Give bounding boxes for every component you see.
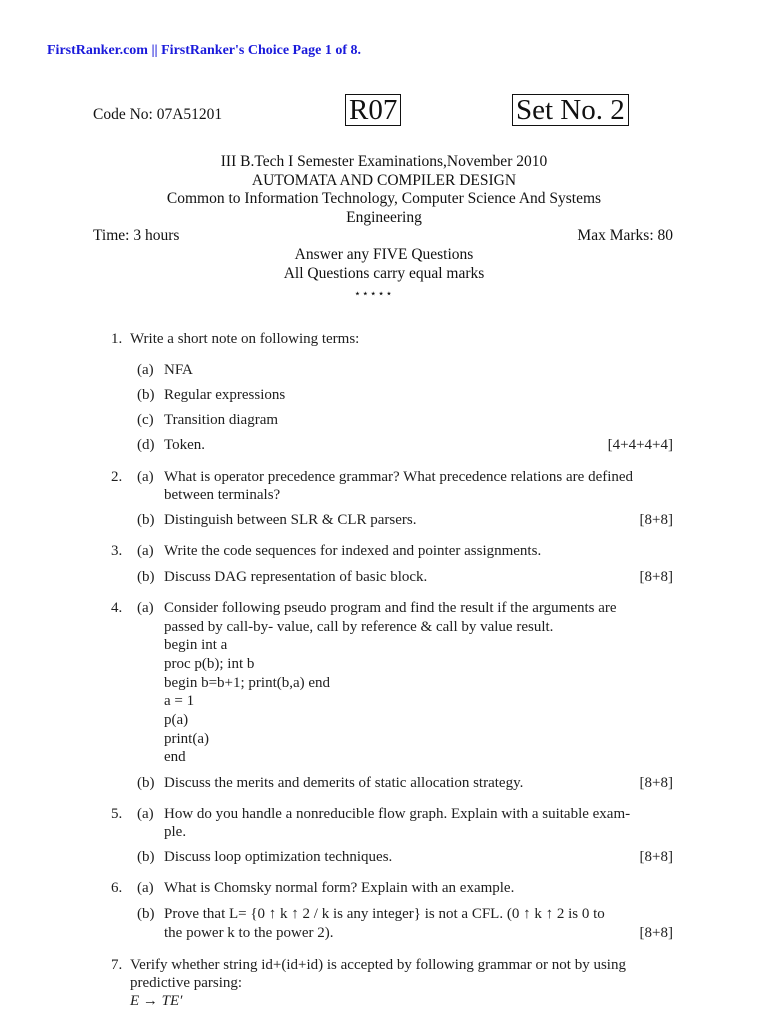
subpart-label: (b) [137,775,155,791]
subpart-text: Discuss DAG representation of basic block. [164,569,428,585]
marks-allocation: [8+8] [639,849,673,865]
question-number: 4. [111,600,123,616]
subpart-label: (b) [137,569,155,585]
time-limit: Time: 3 hours [93,227,180,244]
common-to-line-2: Engineering [346,209,422,226]
question-number: 5. [111,806,123,822]
question-text: predictive parsing: [130,975,243,991]
marks-allocation: [8+8] [639,925,673,941]
subpart-label: (b) [137,387,155,403]
marks-allocation: [8+8] [639,512,673,528]
subpart-text: How do you handle a nonreducible flow graph. Explain with a suitable exam- [164,806,631,822]
pseudo-code-line: print(a) [164,731,209,747]
source-header-line[interactable]: FirstRanker.com || FirstRanker's Choice Page 1 of 8. [47,43,361,58]
subpart-text: the power k to the power 2). [164,925,334,941]
subpart-text: Transition diagram [164,412,279,428]
pseudo-code-line: begin int a [164,637,228,653]
instruction-answer-five: Answer any FIVE Questions [294,246,474,263]
subpart-text: Discuss the merits and demerits of static allocation strategy. [164,775,524,791]
question-text: Verify whether string id+(id+id) is accepted by following grammar or not by using [130,957,626,973]
subpart-label: (b) [137,849,155,865]
subpart-text: Prove that L= {0 ↑ k ↑ 2 / k is any integer} is not a CFL. (0 ↑ k ↑ 2 is 0 to [164,906,605,922]
regulation-box: R07 [345,94,401,126]
pseudo-code-line: p(a) [164,712,189,728]
max-marks: Max Marks: 80 [577,227,673,244]
subpart-label: (a) [137,806,154,822]
question-number: 6. [111,880,123,896]
question-number: 3. [111,543,123,559]
subpart-text: ple. [164,824,187,840]
question-number: 1. [111,331,123,347]
marks-allocation: [4+4+4+4] [607,437,673,453]
subpart-label: (d) [137,437,155,453]
question-number: 7. [111,957,123,973]
subpart-text: NFA [164,362,193,378]
subpart-text: Token. [164,437,206,453]
subpart-label: (c) [137,412,154,428]
subpart-label: (a) [137,600,154,616]
question-number: 2. [111,469,123,485]
subpart-label: (a) [137,543,154,559]
pseudo-code-line: end [164,749,186,765]
subpart-text: passed by call-by- value, call by reference & call by value result. [164,619,554,635]
subpart-label: (a) [137,469,154,485]
subpart-text: Regular expressions [164,387,286,403]
set-number-box: Set No. 2 [512,94,629,126]
subject-title: AUTOMATA AND COMPILER DESIGN [251,172,517,189]
marks-allocation: [8+8] [639,569,673,585]
exam-title: III B.Tech I Semester Examinations,November 2010 [220,153,548,170]
subpart-text: Write the code sequences for indexed and pointer assignments. [164,543,542,559]
subpart-text: What is Chomsky normal form? Explain with an example. [164,880,515,896]
pseudo-code-line: proc p(b); int b [164,656,255,672]
star-divider: ⋆⋆⋆⋆⋆ [354,287,394,300]
question-text: Write a short note on following terms: [130,331,360,347]
subpart-text: Consider following pseudo program and find the result if the arguments are [164,600,617,616]
subpart-label: (a) [137,362,154,378]
pseudo-code-line: a = 1 [164,693,195,709]
subpart-text: Discuss loop optimization techniques. [164,849,393,865]
grammar-production: E → TE′ [130,993,183,1009]
common-to-line-1: Common to Information Technology, Computer Science And Systems [166,190,602,207]
code-number: Code No: 07A51201 [93,106,223,123]
subpart-text: What is operator precedence grammar? What precedence relations are defined [164,469,634,485]
subpart-label: (a) [137,880,154,896]
instruction-equal-marks: All Questions carry equal marks [283,265,485,282]
marks-allocation: [8+8] [639,775,673,791]
pseudo-code-line: begin b=b+1; print(b,a) end [164,675,331,691]
subpart-text: Distinguish between SLR & CLR parsers. [164,512,417,528]
subpart-label: (b) [137,906,155,922]
subpart-label: (b) [137,512,155,528]
subpart-text: between terminals? [164,487,281,503]
